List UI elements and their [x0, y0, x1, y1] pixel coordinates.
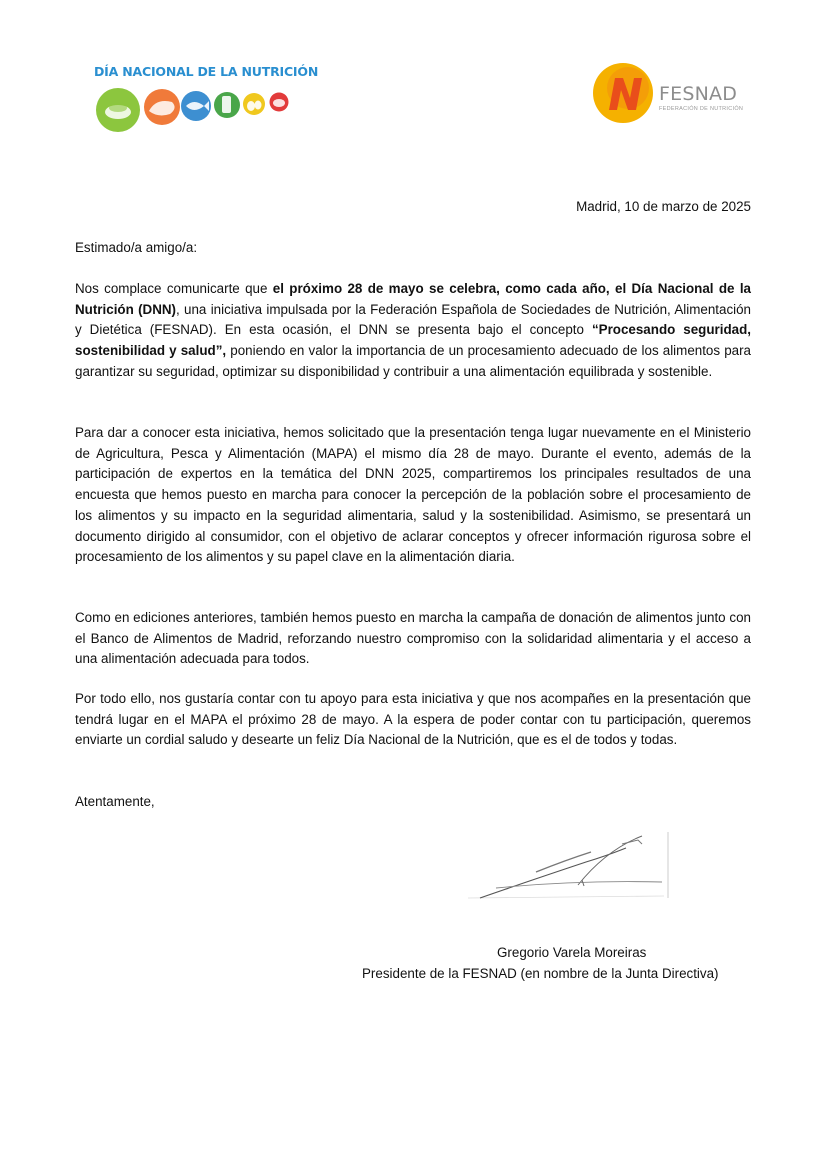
eggs-icon	[243, 93, 265, 115]
paragraph-1-run: , una iniciativa impulsada por la Federación Española de Sociedades de Nutrición, Alimentación y Dietética (FESNAD). En esta ocasión, el DNN se presenta bajo el concepto	[75, 301, 752, 338]
fish-icon	[181, 91, 211, 121]
fesnad-n-icon	[592, 62, 656, 126]
paragraph-1-run: Nos complace comunicarte que	[75, 281, 273, 296]
meat-icon	[144, 89, 180, 125]
greeting: Estimado/a amigo/a:	[75, 240, 198, 255]
paragraph-4: Por todo ello, nos gustaría contar con tu apoyo para esta iniciativa y que nos acompañes en la presentación que tendrá lugar en el MAPA el próximo 28 de mayo. A la espera de poder contar con tu participación, queremos enviarte un cordial saludo y desearte un feliz Día Nacional de la Nutrición, que es el de todos y todas.	[75, 691, 751, 748]
signer-name: Gregorio Varela Moreiras	[497, 945, 647, 960]
fesnad-logo	[592, 62, 742, 126]
fruit-icon	[270, 93, 289, 112]
milk-icon	[214, 92, 240, 118]
signer-role: Presidente de la FESNAD (en nombre de la Junta Directiva)	[362, 966, 719, 981]
fesnad-subtitle: FEDERACIÓN DE NUTRICIÓN	[659, 106, 744, 112]
handwritten-signature	[466, 830, 676, 902]
paragraph-1-run: el próximo 28 de mayo se celebra, como cada año, el Día Nacional de la Nutrición (DNN)	[75, 281, 751, 317]
paragraph-1-run: “Procesando seguridad, sostenibilidad y salud”,	[75, 322, 751, 359]
paragraph-1	[75, 279, 751, 383]
dnn-logo-text: DÍA NACIONAL DE LA NUTRICIÓN	[94, 64, 319, 79]
closing: Atentamente,	[75, 794, 155, 809]
dnn-logo	[94, 64, 319, 136]
paragraph-2: Para dar a conocer esta iniciativa, hemos solicitado que la presentación tenga lugar nuevamente en el Ministerio de Agricultura, Pesca y Alimentación (MAPA) el mismo día 28 de mayo. Durante el evento, además de la participación de expertos en la temática del DNN 2025, compartiremos los principales resultados de una encuesta que hemos puesto en marcha para conocer la percepción de la población sobre el procesamiento de los alimentos y su impacto en la seguridad alimentaria, salud y la sostenibilidad. Asimismo, se presentará un documento dirigido al consumidor, con el objetivo de aclarar conceptos y ofrecer información rigurosa sobre el procesamiento de los alimentos y su papel clave en la alimentación diaria.	[75, 425, 751, 565]
bread-icon	[96, 88, 140, 132]
fesnad-name: FESNAD	[659, 83, 738, 105]
paragraph-3: Como en ediciones anteriores, también hemos puesto en marcha la campaña de donación de alimentos junto con el Banco de Alimentos de Madrid, reforzando nuestro compromiso con la solidaridad alimentaria y el acceso a una alimentación adecuada para todos.	[75, 610, 751, 667]
dnn-food-icons	[94, 84, 304, 136]
letter-date: Madrid, 10 de marzo de 2025	[576, 199, 751, 214]
paragraph-1-run: poniendo en valor la importancia de un procesamiento adecuado de los alimentos para garantizar su seguridad, optimizar su disponibilidad y contribuir a una alimentación equilibrada y sostenible.	[75, 343, 751, 379]
